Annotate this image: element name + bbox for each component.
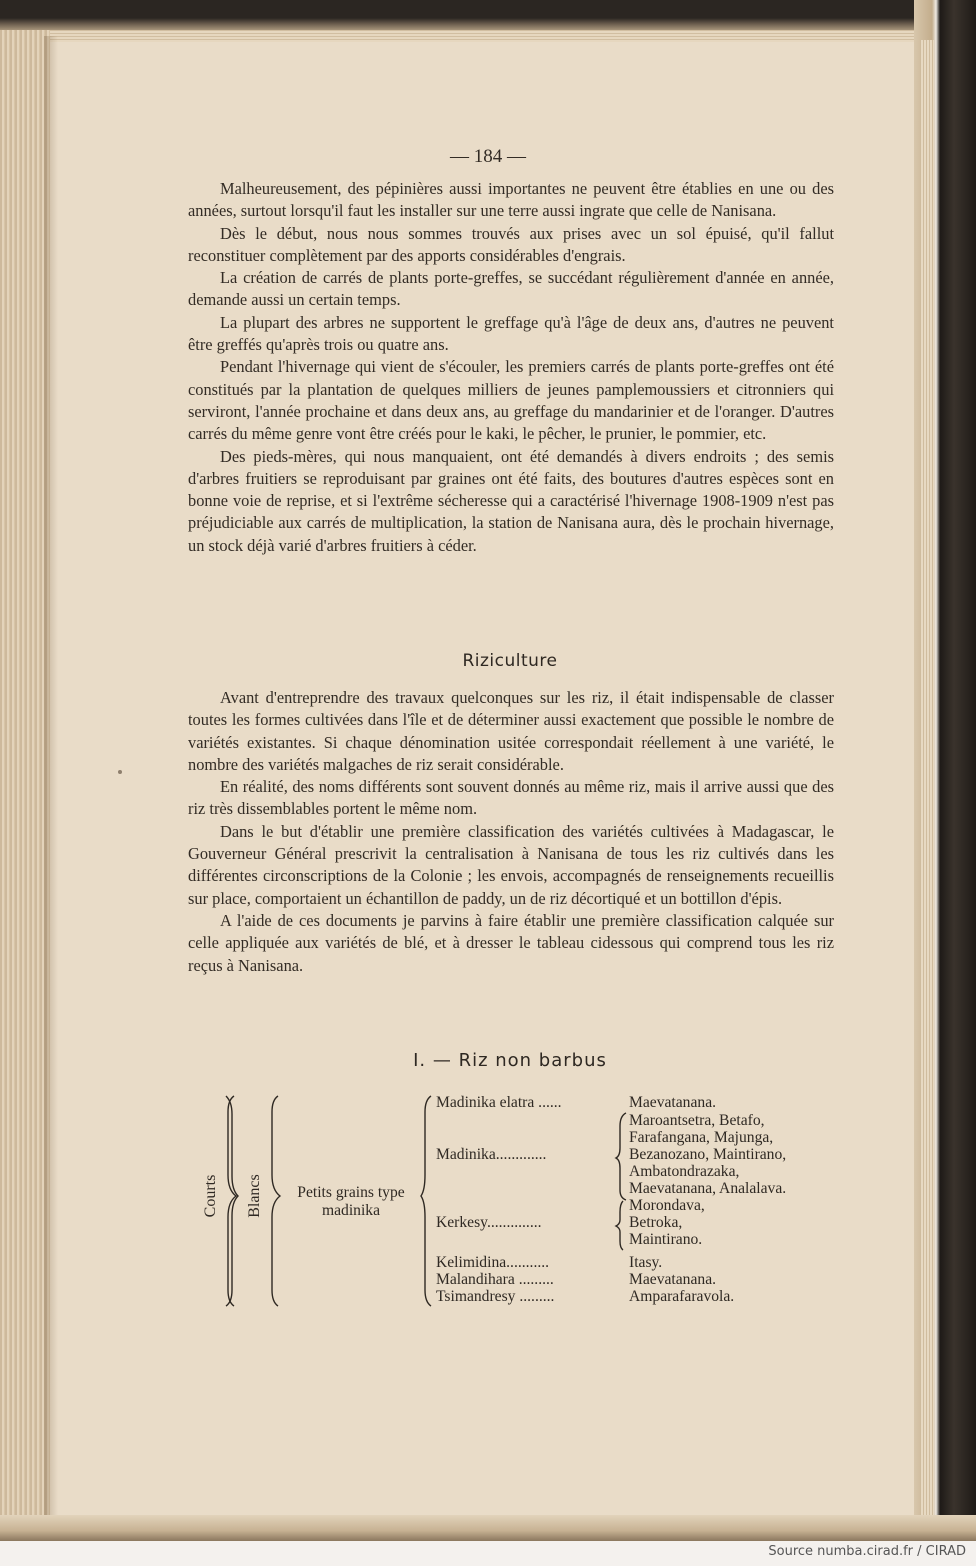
- variety-name: Madinika.............: [436, 1146, 547, 1163]
- origin-text: Bezanozano, Maintirano,: [629, 1146, 787, 1163]
- origin-text: Betroka,: [629, 1214, 683, 1231]
- label-petits-grains-line1: Petits grains type: [297, 1184, 405, 1201]
- paragraph: Dès le début, nous nous sommes trouvés aux prises avec un sol épuisé, qu'il fallut reconstituer complètement par des apports considérables d'engrais.: [188, 223, 834, 265]
- label-blancs: Blancs: [246, 1174, 263, 1218]
- variety-name: Malandihara .........: [436, 1271, 554, 1288]
- paragraph: A l'aide de ces documents je parvins à faire établir une première classification calquée sur celle appliquée aux variétés de blé, et à dresser le tableau cidessous qui comprend tous les riz reçus à Nanisana.: [188, 910, 834, 975]
- brace-kerkesy: [616, 1201, 623, 1250]
- label-petits-grains-line2: madinika: [321, 1202, 381, 1219]
- brace-madinika: [616, 1113, 626, 1200]
- variety-name: Kerkesy..............: [436, 1214, 542, 1231]
- paragraph: La création de carrés de plants porte-greffes, se succédant régulièrement d'année en année, demande aussi un certain temps.: [188, 268, 834, 310]
- source-credit: Source numba.cirad.fr / CIRAD: [768, 1544, 966, 1559]
- paragraph: Pendant l'hivernage qui vient de s'écouler, les premiers carrés de plants porte-greffes ont été constitués par la plantation de quelques milliers de jeunes pamplemoussiers et citronniers qui serviront, l'année prochaine et dans deux ans, au greffage du mandarinier et de l'oranger. D'autres carrés du même genre vont être créés pour le kaki, le pêcher, le prunier, le pommier, etc.: [188, 357, 834, 444]
- table-heading: I. — Riz non barbus: [413, 1050, 607, 1071]
- section-heading: Riziculture: [462, 651, 558, 671]
- page-number: — 184 —: [450, 146, 526, 167]
- brace-blancs: [272, 1096, 280, 1306]
- origin-text: Itasy.: [629, 1254, 663, 1271]
- origin-text: Amparafaravola.: [629, 1288, 735, 1305]
- origin-text: Maevatanana, Analalava.: [629, 1180, 787, 1197]
- paragraph: Avant d'entreprendre des travaux quelconques sur les riz, il était indispensable de classer toutes les formes cultivées dans l'île et de déterminer aussi exactement que possible le nombre de variétés existantes. Si chaque dénomination usitée correspondait réellement à une variété, le nombre des variétés malgaches de riz serait considérable.: [188, 688, 834, 774]
- variety-name: Tsimandresy .........: [436, 1288, 555, 1305]
- label-petits-grains: [281, 1184, 421, 1220]
- origin-text: Farafangana, Majunga,: [629, 1129, 774, 1146]
- origin-text: Maintirano.: [629, 1231, 703, 1248]
- paragraph: En réalité, des noms différents sont souvent donnés au même riz, mais il arrive aussi que des riz très dissemblables portent le même nom.: [188, 777, 834, 819]
- paragraph: Des pieds-mères, qui nous manquaient, ont été demandés à divers endroits ; des semis d'arbres fruitiers se reproduisant par graines ont été faits, des boutures d'autres espèces sont en bonne voie de reprise, et si l'extrême sécheresse qui a caractérisé l'hivernage 1908-1909 n'est pas préjudiciable aux carrés de multiplication, la station de Nanisana aura, dès le prochain hivernage, un stock déjà varié d'arbres fruitiers à céder.: [188, 446, 834, 555]
- origin-text: Morondava,: [629, 1197, 705, 1214]
- paragraph: Malheureusement, des pépinières aussi importantes ne peuvent être établies en une ou des années, surtout lorsqu'il faut les installer sur une terre aussi ingrate que celle de Nanisana.: [188, 179, 834, 221]
- origin-text: Ambatondrazaka,: [629, 1163, 740, 1180]
- variety-name: Madinika elatra ......: [436, 1094, 562, 1111]
- origin-text: Maevatanana.: [629, 1271, 717, 1288]
- paragraph: La plupart des arbres ne supportent le greffage qu'à l'âge de deux ans, d'autres ne peuvent être greffés qu'après trois ou quatre ans.: [188, 312, 834, 355]
- origin-text: Maroantsetra, Betafo,: [629, 1112, 765, 1129]
- brace-petits-grains: [421, 1096, 431, 1306]
- label-courts: Courts: [202, 1174, 219, 1218]
- paragraph: Dans le but d'établir une première classification des variétés cultivées à Madagascar, le Gouverneur Général prescrivit la centralisation à Nanisana de tous les riz cultivés dans les différentes circonscriptions de la Colonie ; les envois, accompagnés de renseignements recueillis sur place, comportaient un échantillon de paddy, un de riz décortiqué et un bottillon d'épis.: [188, 821, 834, 908]
- variety-name: Kelimidina...........: [436, 1254, 550, 1271]
- origin-text: Maevatanana.: [629, 1094, 717, 1111]
